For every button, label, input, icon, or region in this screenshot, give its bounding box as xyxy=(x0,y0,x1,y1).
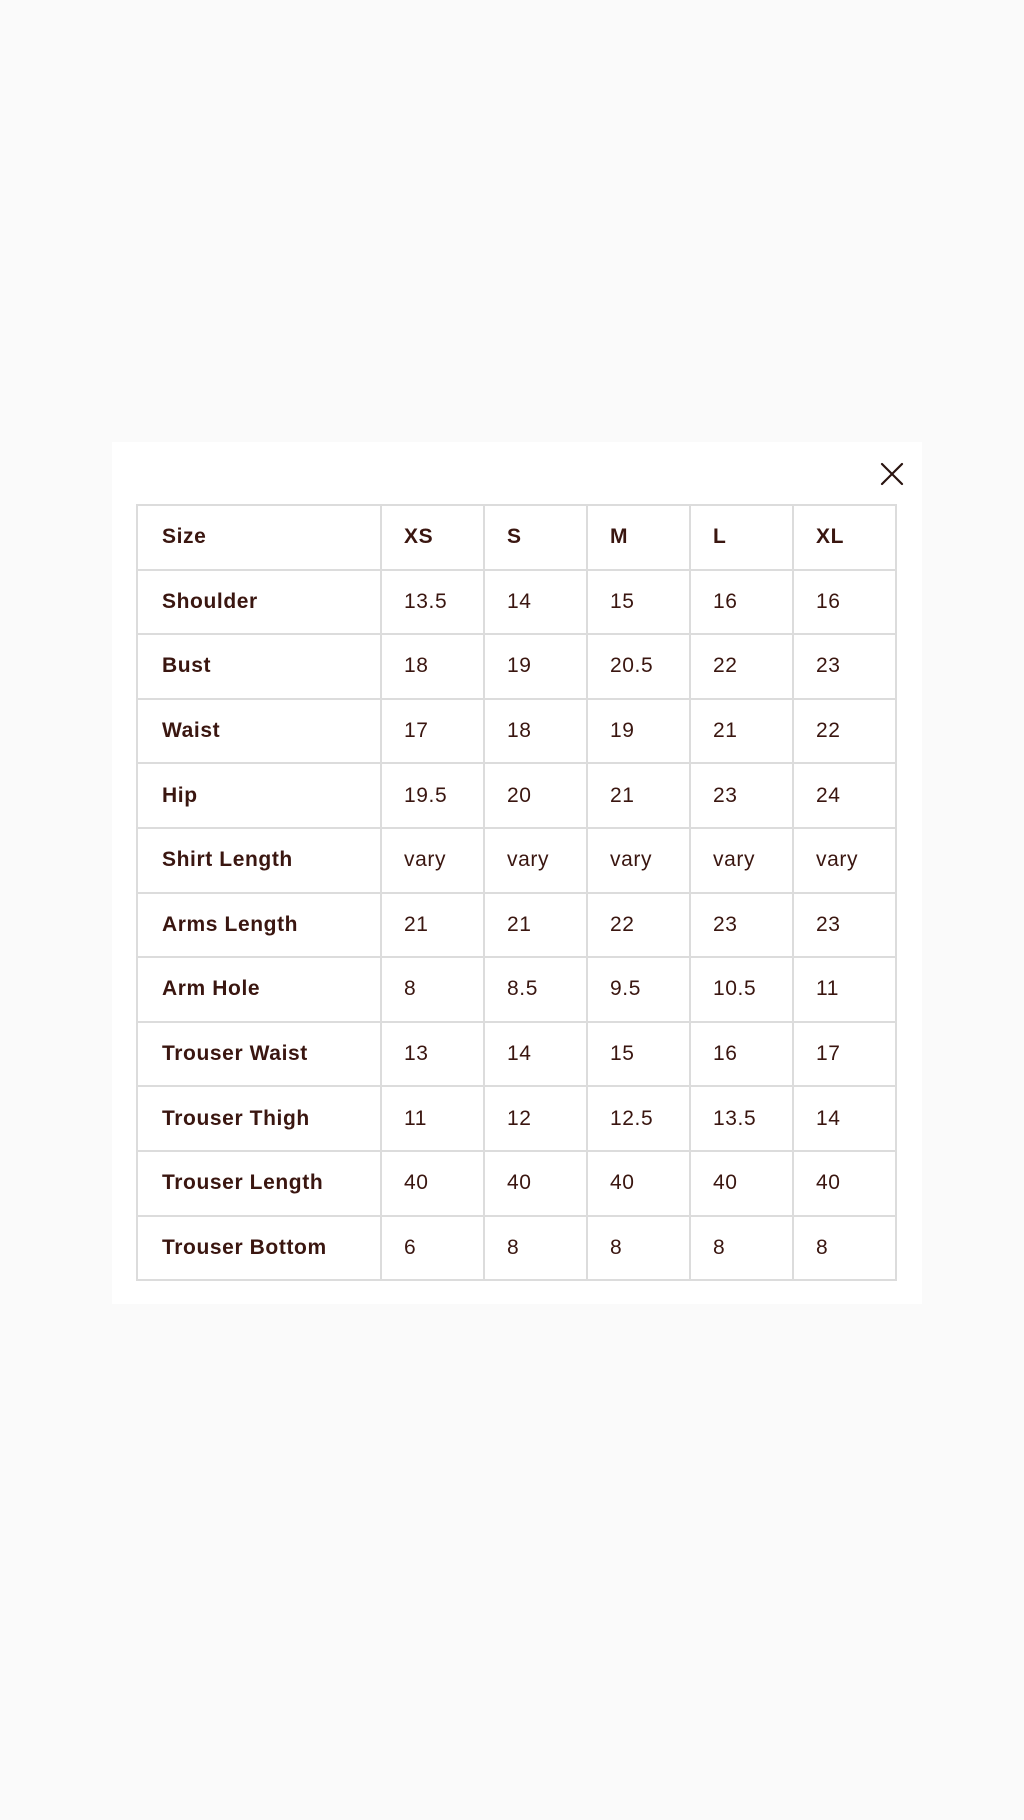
row-label: Trouser Bottom xyxy=(138,1217,380,1280)
row-label: Waist xyxy=(138,700,380,763)
header-cell: M xyxy=(588,506,689,569)
table-cell: 14 xyxy=(485,571,586,634)
table-row xyxy=(138,1152,895,1215)
row-label: Bust xyxy=(138,635,380,698)
row-label: Trouser Thigh xyxy=(138,1087,380,1150)
table-cell: 18 xyxy=(485,700,586,763)
header-cell: XS xyxy=(382,506,483,569)
table-cell: 8 xyxy=(485,1217,586,1280)
table-cell: 14 xyxy=(485,1023,586,1086)
header-cell: L xyxy=(691,506,792,569)
table-cell: vary xyxy=(382,829,483,892)
row-label: Hip xyxy=(138,764,380,827)
table-cell: 10.5 xyxy=(691,958,792,1021)
table-cell: 40 xyxy=(794,1152,895,1215)
table-cell: 16 xyxy=(794,571,895,634)
table-cell: 21 xyxy=(691,700,792,763)
table-row xyxy=(138,764,895,827)
table-cell: 16 xyxy=(691,571,792,634)
table-row xyxy=(138,894,895,957)
table-cell: 19 xyxy=(588,700,689,763)
row-label: Arms Length xyxy=(138,894,380,957)
table-cell: 6 xyxy=(382,1217,483,1280)
table-cell: 40 xyxy=(485,1152,586,1215)
row-label: Shirt Length xyxy=(138,829,380,892)
table-cell: 14 xyxy=(794,1087,895,1150)
header-cell: Size xyxy=(138,506,380,569)
table-cell: 23 xyxy=(691,894,792,957)
header-cell: S xyxy=(485,506,586,569)
row-label: Arm Hole xyxy=(138,958,380,1021)
table-cell: 40 xyxy=(588,1152,689,1215)
table-cell: 23 xyxy=(794,635,895,698)
table-cell: vary xyxy=(485,829,586,892)
table-cell: 22 xyxy=(588,894,689,957)
size-chart-modal xyxy=(112,442,922,1304)
table-header-row xyxy=(138,506,895,569)
table-cell: 13 xyxy=(382,1023,483,1086)
table-cell: 19.5 xyxy=(382,764,483,827)
table-cell: 21 xyxy=(382,894,483,957)
table-cell: 8 xyxy=(382,958,483,1021)
table-cell: 9.5 xyxy=(588,958,689,1021)
table-cell: 23 xyxy=(691,764,792,827)
header-cell: XL xyxy=(794,506,895,569)
size-chart-table xyxy=(136,504,897,1281)
table-cell: 22 xyxy=(691,635,792,698)
table-cell: 11 xyxy=(382,1087,483,1150)
table-row xyxy=(138,1217,895,1280)
table-cell: 19 xyxy=(485,635,586,698)
table-cell: 13.5 xyxy=(691,1087,792,1150)
table-cell: 24 xyxy=(794,764,895,827)
row-label: Shoulder xyxy=(138,571,380,634)
row-label: Trouser Waist xyxy=(138,1023,380,1086)
table-cell: vary xyxy=(588,829,689,892)
table-cell: 15 xyxy=(588,1023,689,1086)
table-cell: 22 xyxy=(794,700,895,763)
table-cell: 12.5 xyxy=(588,1087,689,1150)
table-cell: 40 xyxy=(382,1152,483,1215)
table-cell: 20 xyxy=(485,764,586,827)
table-cell: 8 xyxy=(588,1217,689,1280)
table-cell: 17 xyxy=(794,1023,895,1086)
table-cell: 17 xyxy=(382,700,483,763)
row-label: Trouser Length xyxy=(138,1152,380,1215)
table-row xyxy=(138,1087,895,1150)
table-cell: 20.5 xyxy=(588,635,689,698)
table-cell: 12 xyxy=(485,1087,586,1150)
table-cell: 13.5 xyxy=(382,571,483,634)
table-cell: 16 xyxy=(691,1023,792,1086)
table-row xyxy=(138,700,895,763)
table-cell: 8.5 xyxy=(485,958,586,1021)
table-cell: 21 xyxy=(588,764,689,827)
table-cell: 8 xyxy=(691,1217,792,1280)
table-cell: 18 xyxy=(382,635,483,698)
table-cell: vary xyxy=(794,829,895,892)
table-cell: 15 xyxy=(588,571,689,634)
table-row xyxy=(138,635,895,698)
table-cell: 11 xyxy=(794,958,895,1021)
table-cell: vary xyxy=(691,829,792,892)
table-cell: 21 xyxy=(485,894,586,957)
table-row xyxy=(138,829,895,892)
table-row xyxy=(138,958,895,1021)
close-button[interactable] xyxy=(874,456,910,492)
table-cell: 40 xyxy=(691,1152,792,1215)
close-icon[interactable] xyxy=(874,456,910,492)
table-row xyxy=(138,1023,895,1086)
table-row xyxy=(138,571,895,634)
table-cell: 8 xyxy=(794,1217,895,1280)
table-cell: 23 xyxy=(794,894,895,957)
